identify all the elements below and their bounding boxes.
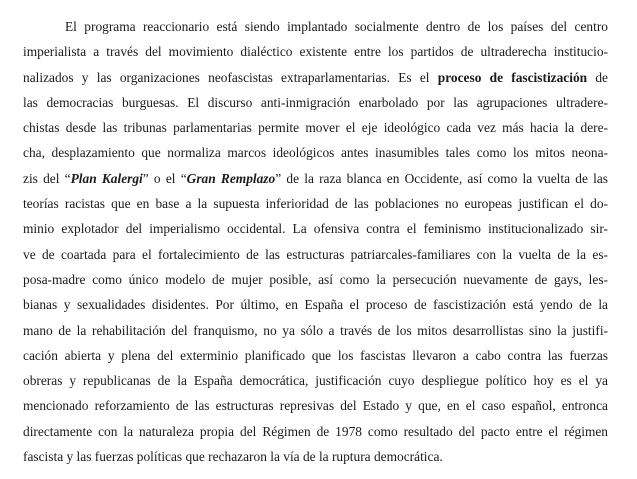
text-run: mano de la rehabilitación del franquismo, no ya sólo a través de los mitos desarrollistas sino la justifi- (23, 322, 608, 338)
text-line (23, 419, 608, 444)
text-line (23, 393, 608, 418)
text-line (23, 90, 608, 115)
text-line (23, 216, 608, 241)
text-line (23, 444, 608, 469)
text-run: de (587, 69, 608, 85)
text-run: obreras y republicanas de la España democrática, justificación cuyo despliegue político hoy es el ya (23, 373, 608, 389)
text-run: las democracias burguesas. El discurso anti-inmigración enarbolado por las agrupaciones ultradere- (23, 94, 608, 110)
text-run: bianas y sexualidades disidentes. Por último, en España el proceso de fascistización está yendo de la (23, 297, 608, 313)
text-run: zis del “ (23, 170, 71, 186)
text-run: nalizados y las organizaciones neofascistas extraparlamentarias. Es el (23, 69, 438, 85)
text-run: directamente con la naturaleza propia del Régimen de 1978 como resultado del pacto entre el régimen (23, 423, 608, 439)
text-run: cha, desplazamiento que normaliza marcos ideológicos antes inasumibles tales como los mitos neona- (23, 145, 608, 161)
body-paragraph (23, 14, 608, 469)
text-run: El programa reaccionario está siendo implantado socialmente dentro de los países del centro (65, 19, 608, 34)
text-run: ” de la raza blanca en Occidente, así como la vuelta de las (275, 170, 608, 186)
text-line (23, 343, 608, 368)
text-line (23, 292, 608, 317)
text-run: mencionado reforzamiento de las estructuras represivas del Estado y que, en el caso español, entronca (23, 398, 608, 414)
text-line (23, 65, 608, 90)
text-run: imperialista a través del movimiento dialéctico existente entre los partidos de ultraderecha institucio- (23, 44, 608, 60)
text-run: fascista y las fuerzas políticas que rechazaron la vía de la ruptura democrática. (23, 449, 443, 465)
text-line (23, 242, 608, 267)
text-run: chistas desde las tribunas parlamentarias permite mover el eje ideológico cada vez más hacia la dere- (23, 120, 608, 136)
text-line (23, 115, 608, 140)
text-line (23, 140, 608, 165)
text-run: cación abierta y plena del exterminio planificado que los fascistas llevaron a cabo contra las fuerzas (23, 347, 608, 363)
text-run: teorías racistas que en base a la supuesta inferioridad de las poblaciones no europeas justifican el do- (23, 196, 608, 212)
text-line (23, 368, 608, 393)
text-line (23, 267, 608, 292)
text-line (23, 14, 608, 39)
text-run: ” o el “ (142, 170, 187, 186)
emphasis-proceso-de-fascistizacion: proceso de fascistización (437, 69, 588, 85)
text-line (23, 318, 608, 343)
emphasis-plan-kalergi: Plan Kalergi (70, 170, 143, 186)
text-line (23, 191, 608, 216)
text-run: posa-madre como único modelo de mujer posible, así como la persecución nuevamente de gays, les- (23, 271, 608, 287)
text-run: minio explotador del imperialismo occidental. La ofensiva contra el feminismo institucionalizado sir- (23, 221, 608, 237)
text-line (23, 166, 608, 191)
text-run: ve de coartada para el fortalecimiento de las estructuras patriarcales-familiares con la vuelta de la es- (23, 246, 608, 262)
emphasis-gran-remplazo: Gran Remplazo (186, 170, 276, 186)
text-line (23, 39, 608, 64)
